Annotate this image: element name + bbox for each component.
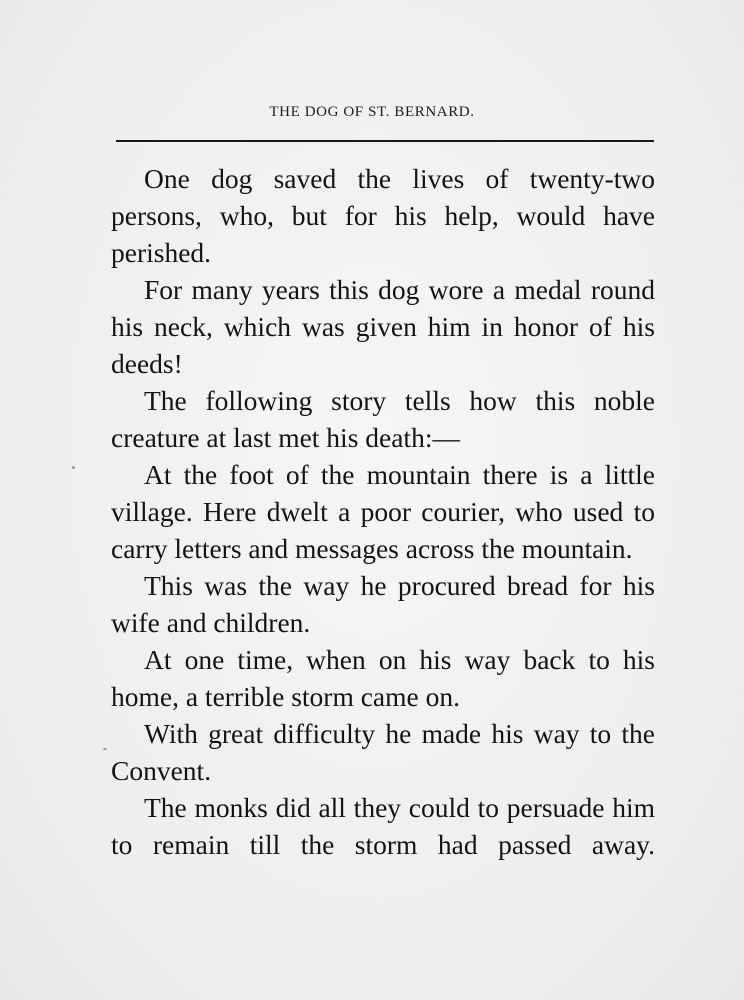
paper-speck — [72, 466, 75, 469]
running-head: THE DOG OF ST. BERNARD. — [269, 104, 475, 120]
paragraph: For many years this dog wore a medal round his neck, which was given him in honor of his deeds! — [111, 274, 655, 379]
header-rule — [116, 140, 654, 142]
paragraph: The following story tells how this noble creature at last met his death:— — [111, 385, 655, 453]
paragraph: The monks did all they could to persuade him to remain till the storm had passed away. — [111, 792, 655, 860]
paragraph: With great difficulty he made his way to the Convent. — [111, 718, 655, 786]
paragraph: One dog saved the lives of twenty-two persons, who, but for his help, would have perished. — [111, 163, 655, 268]
paragraph: This was the way he procured bread for his wife and children. — [111, 570, 655, 638]
paper-speck — [103, 748, 107, 750]
body-text — [111, 160, 655, 863]
paragraph: At one time, when on his way back to his home, a terrible storm came on. — [111, 644, 655, 712]
paragraph: At the foot of the mountain there is a little village. Here dwelt a poor courier, who used to carry letters and messages across the mountain. — [111, 459, 655, 564]
